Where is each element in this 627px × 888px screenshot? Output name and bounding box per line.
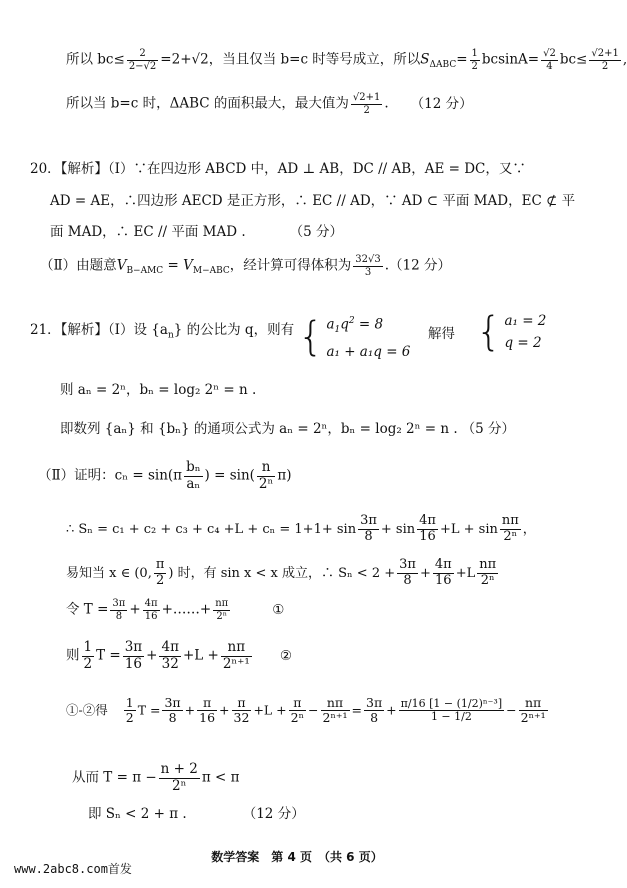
text: 令 T = <box>66 601 109 618</box>
frac-num: 3π <box>112 598 126 609</box>
frac-den: 16 <box>419 528 436 544</box>
text: π < π <box>201 769 240 786</box>
text: ，经计算可得体积为 <box>229 257 352 274</box>
frac-num: 4π <box>434 557 452 572</box>
text: M−ABC <box>192 266 230 277</box>
text: 所以 bc≤ <box>66 51 125 68</box>
text: + <box>129 601 141 618</box>
q21-solve-label: 解得 <box>428 326 455 342</box>
text: + <box>386 702 397 718</box>
text: 即数列 {aₙ} 和 {bₙ} 的通项公式为 aₙ = 2ⁿ，bₙ = log₂ 2ⁿ = n . <box>60 421 458 437</box>
page-footer: 数学答案 第 4 页 （共 6 页） <box>211 850 383 864</box>
frac-num: π <box>289 696 306 711</box>
q21-line1 <box>30 322 294 341</box>
text: T = <box>96 647 121 664</box>
frac-den: 2 <box>155 572 165 588</box>
text: a₁ = 2 <box>504 313 547 329</box>
q20-line3 <box>50 224 343 240</box>
q20-line1: 20．【解析】（Ⅰ）∵在四边形 ABCD 中，AD ⊥ AB，DC // AB，AE = DC，又∵ <box>30 161 526 177</box>
score: （12 分） <box>410 95 473 112</box>
frac-num: 4π <box>419 513 436 528</box>
text: π) <box>277 467 292 484</box>
frac-den: aₙ <box>186 475 201 492</box>
text: 从而 T = π − <box>72 769 157 786</box>
frac-den: 16 <box>144 610 158 622</box>
text: n <box>167 330 174 341</box>
frac-num: nπ <box>479 557 497 572</box>
text: bc≤ <box>559 51 588 68</box>
frac-den: 1 − 1/2 <box>430 710 472 724</box>
score: （12 分） <box>242 806 305 822</box>
text: + <box>146 647 158 664</box>
frac-den: 16 <box>199 710 216 726</box>
text: S <box>420 51 430 68</box>
text: + sin <box>380 521 416 537</box>
frac-den: 8 <box>370 710 379 726</box>
frac-den: 2 <box>83 655 93 672</box>
text: V <box>116 257 127 274</box>
brace: { <box>298 313 324 360</box>
q21-line6 <box>66 558 500 589</box>
text: 21．【解析】（Ⅰ）设 {a <box>30 322 168 338</box>
text: 所以当 b=c 时，ΔABC 的面积最大，最大值为 <box>66 95 349 112</box>
text: q <box>340 316 349 333</box>
frac-den: 8 <box>115 610 123 622</box>
frac-num: π <box>197 696 217 711</box>
frac-den: 32 <box>233 710 250 726</box>
text: = 8 <box>354 316 384 333</box>
frac-num: 1 <box>471 48 478 59</box>
text: , <box>622 51 627 68</box>
line-bc-bound <box>66 48 627 72</box>
frac-num: 3π <box>366 695 383 710</box>
frac-den: 8 <box>403 572 412 588</box>
watermark: www.2abc8.com首发 <box>14 862 132 876</box>
text: + <box>419 565 431 581</box>
frac-num: 2 <box>127 48 158 61</box>
frac-num: bₙ <box>186 459 201 475</box>
frac-den: 8 <box>168 710 177 726</box>
frac-den: 16 <box>435 572 452 588</box>
text: − <box>308 702 319 718</box>
frac-num: n <box>257 460 275 477</box>
frac-num: π <box>232 696 252 711</box>
text: +L + <box>182 647 219 664</box>
q21-line3 <box>60 421 515 437</box>
text: 2 <box>348 316 355 326</box>
text: . <box>384 95 389 112</box>
frac-den: 2ⁿ⁺¹ <box>222 655 250 672</box>
frac-den: 32 <box>161 655 179 672</box>
frac-num: π/16 [1 − (1/2)ⁿ⁻³] <box>400 696 503 710</box>
frac-den: 16 <box>124 655 143 672</box>
text: ) = sin( <box>204 467 255 484</box>
text: .（12 分） <box>384 257 452 274</box>
frac-den: 2−√2 <box>128 60 157 72</box>
text: ①-②得 <box>66 702 108 718</box>
frac-den: 8 <box>364 528 373 544</box>
q21-solution <box>476 310 546 354</box>
frac-num: nπ <box>519 696 548 711</box>
frac-num: 32√3 <box>355 254 381 265</box>
text: 1 <box>334 325 341 336</box>
frac-den: 2 <box>601 60 609 72</box>
line-max-area <box>66 92 473 116</box>
text: = <box>351 702 362 718</box>
text: = <box>456 51 468 68</box>
q21-system <box>298 310 410 363</box>
q21-line8 <box>66 640 292 672</box>
text: +L + <box>253 702 287 718</box>
frac-num: 3π <box>164 695 181 710</box>
text: } 的公比为 q，则有 <box>173 322 295 338</box>
text: ) 时，有 sin x < x 成立，∴ Sₙ < 2 + <box>168 565 396 581</box>
q21-line2: 则 aₙ = 2ⁿ，bₙ = log₂ 2ⁿ = n . <box>60 382 257 398</box>
text: 面 MAD，∴ EC // 平面 MAD . <box>50 224 246 240</box>
text: = V <box>163 257 193 274</box>
text: + <box>184 702 196 718</box>
frac-den: 3 <box>364 266 372 278</box>
frac-num: 1 <box>83 639 93 655</box>
frac-den: 2 <box>471 60 478 72</box>
text: 即 Sₙ < 2 + π . <box>88 806 187 822</box>
score: （5 分） <box>461 421 516 437</box>
text: 则 <box>66 647 80 664</box>
frac-num: 4π <box>161 639 179 655</box>
text: + <box>219 702 230 718</box>
frac-num: 3π <box>124 639 143 655</box>
frac-num: √2+1 <box>591 48 619 59</box>
text: a <box>326 316 335 333</box>
text: 易知当 x ∈ (0, <box>66 565 152 581</box>
frac-den: 2ⁿ <box>216 610 228 622</box>
text: +……+ <box>161 601 212 618</box>
frac-num: nπ <box>221 640 252 657</box>
eq-marker: ① <box>272 601 285 618</box>
frac-num: π <box>155 557 165 572</box>
eq-marker: ② <box>279 647 292 664</box>
text: （Ⅱ）由题意 <box>40 257 117 274</box>
frac-den: 2ⁿ <box>258 475 274 492</box>
q20-line2: AD = AE，∴四边形 AECD 是正方形，∴ EC // AD，∵ AD ⊂ 平面 MAD，EC ⊄ 平 <box>50 193 576 209</box>
q21-line10 <box>72 762 240 794</box>
frac-num: 1 <box>125 695 134 710</box>
text: +L + sin <box>439 521 498 537</box>
text: − <box>506 702 517 718</box>
q21-line4 <box>38 460 292 492</box>
text: （Ⅱ）证明：cₙ = sin(π <box>38 467 183 484</box>
frac-den: 2 <box>363 104 370 116</box>
text: B−AMC <box>126 266 164 277</box>
frac-num: √2+1 <box>352 92 381 103</box>
frac-den: 2ⁿ⁺¹ <box>322 710 348 726</box>
frac-num: nπ <box>215 598 229 609</box>
text: =2+√2，当且仅当 b=c 时等号成立，所以 <box>160 51 421 68</box>
text: bcsinA= <box>481 51 540 68</box>
text: T = <box>137 702 161 718</box>
frac-num: nπ <box>501 513 519 528</box>
frac-den: 2ⁿ <box>480 572 495 588</box>
frac-num: √2 <box>543 48 556 59</box>
q21-line7 <box>66 598 284 622</box>
text: q = 2 <box>504 335 542 351</box>
frac-num: 4π <box>144 598 158 609</box>
frac-den: 4 <box>546 60 553 72</box>
q21-line11 <box>88 806 305 822</box>
frac-num: nπ <box>321 696 350 711</box>
text: +L <box>455 565 476 581</box>
frac-num: 3π <box>399 557 416 572</box>
frac-num: 3π <box>360 513 377 528</box>
text: ， <box>522 521 536 537</box>
q21-line9 <box>66 696 550 726</box>
frac-den: 2 <box>125 710 134 726</box>
frac-num: n + 2 <box>160 761 198 777</box>
frac-den: 2ⁿ <box>290 710 305 726</box>
text: ΔABC <box>429 60 457 71</box>
text: a₁ + a₁q = 6 <box>326 344 411 361</box>
q21-line5 <box>66 514 536 545</box>
text: ∴ Sₙ = c₁ + c₂ + c₃ + c₄ +L + cₙ = 1+1+ sin <box>66 521 357 537</box>
score: （5 分） <box>289 224 344 240</box>
frac-den: 2ⁿ <box>503 528 518 544</box>
brace: { <box>476 309 502 355</box>
q20-line4 <box>40 254 451 278</box>
frac-den: 2ⁿ <box>172 777 187 794</box>
frac-den: 2ⁿ⁺¹ <box>520 710 546 726</box>
